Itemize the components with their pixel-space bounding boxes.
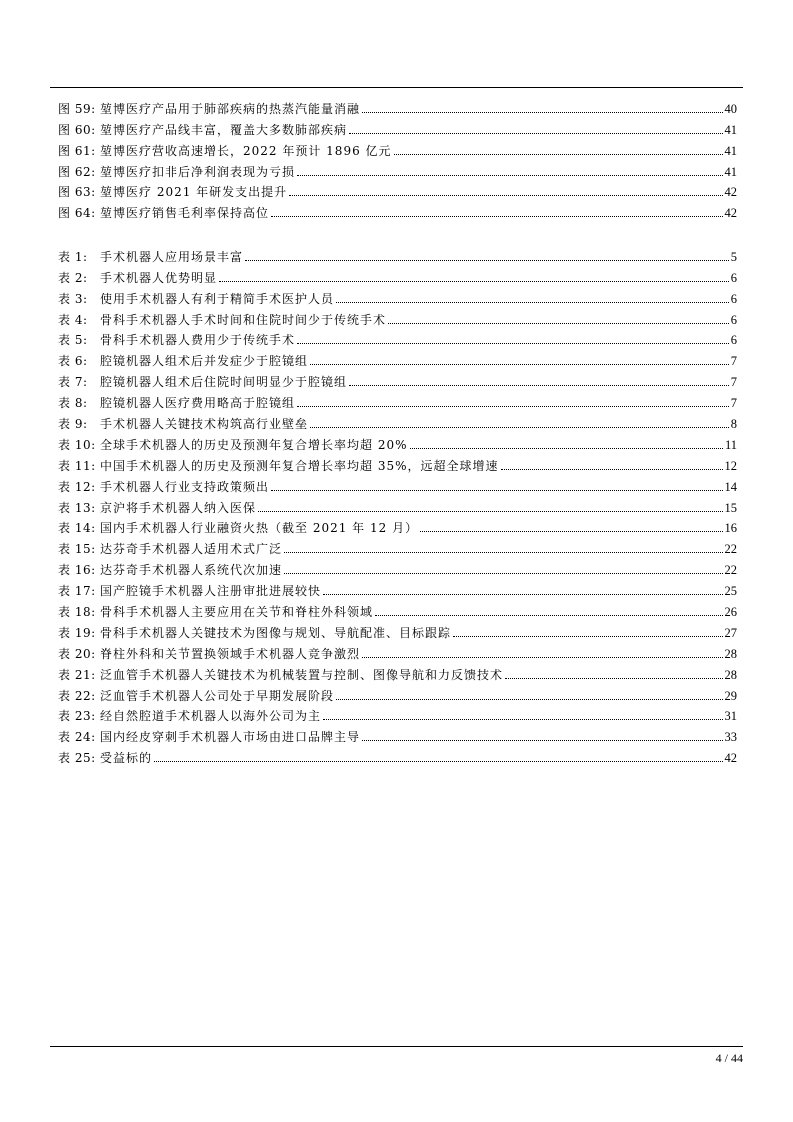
dot-leader bbox=[362, 112, 722, 113]
table-list-item[interactable] bbox=[58, 535, 737, 556]
dot-leader bbox=[297, 343, 729, 344]
figure-list-item[interactable] bbox=[58, 158, 737, 179]
toc-entry-page: 16 bbox=[724, 521, 737, 536]
toc-entry-number: 表 23: bbox=[58, 709, 96, 724]
dot-leader bbox=[505, 678, 722, 679]
toc-entry-title: 国内手术机器人行业融资火热（截至 2021 年 12 月） bbox=[100, 521, 419, 536]
dot-leader bbox=[284, 573, 722, 574]
table-list-item[interactable] bbox=[58, 264, 737, 285]
toc-entry-title: 堃博医疗产品用于肺部疾病的热蒸汽能量消融 bbox=[100, 101, 361, 116]
toc-entry-number: 图 61: bbox=[58, 143, 96, 158]
toc-entry-page: 29 bbox=[724, 688, 737, 703]
dot-leader bbox=[501, 469, 723, 470]
toc-entry-title: 腔镜机器人组术后并发症少于腔镜组 bbox=[100, 354, 309, 369]
dot-leader bbox=[271, 490, 722, 491]
table-list-item[interactable] bbox=[58, 661, 737, 682]
table-list-item[interactable] bbox=[58, 473, 737, 494]
dot-leader bbox=[336, 699, 722, 700]
table-list-item[interactable] bbox=[58, 619, 737, 640]
table-list-item[interactable] bbox=[58, 703, 737, 724]
toc-entry-title: 经自然腔道手术机器人以海外公司为主 bbox=[100, 709, 322, 724]
toc-entry-page: 7 bbox=[730, 354, 737, 369]
figure-list-item[interactable] bbox=[58, 179, 737, 200]
toc-entry-title: 国内经皮穿刺手术机器人市场由进口品牌主导 bbox=[100, 730, 361, 745]
toc-entry-page: 15 bbox=[724, 500, 737, 515]
toc-entry-number: 表 8: bbox=[58, 396, 88, 411]
toc-entry-page: 26 bbox=[724, 605, 737, 620]
toc-entry-number: 表 11: bbox=[58, 458, 96, 473]
toc-entry-page: 27 bbox=[724, 625, 737, 640]
toc-entry-page: 42 bbox=[724, 751, 737, 766]
dot-leader bbox=[289, 195, 722, 196]
toc-entry-page: 41 bbox=[724, 143, 737, 158]
toc-entry-number: 图 60: bbox=[58, 122, 96, 137]
table-list-item[interactable] bbox=[58, 744, 737, 765]
toc-entry-title: 手术机器人行业支持政策频出 bbox=[100, 479, 270, 494]
toc-entry-page: 31 bbox=[724, 709, 737, 724]
dot-leader bbox=[336, 302, 729, 303]
toc-entry-page: 8 bbox=[730, 417, 737, 432]
table-list-item[interactable] bbox=[58, 452, 737, 473]
table-list-item[interactable] bbox=[58, 389, 737, 410]
table-list-item[interactable] bbox=[58, 515, 737, 536]
table-list-item[interactable] bbox=[58, 347, 737, 368]
dot-leader bbox=[297, 175, 722, 176]
figure-list bbox=[58, 95, 737, 220]
toc-entry-number: 表 22: bbox=[58, 688, 96, 703]
toc-entry-number: 表 16: bbox=[58, 563, 96, 578]
toc-entry-number: 表 4: bbox=[58, 312, 88, 327]
toc-entry-title: 腔镜机器人组术后住院时间明显少于腔镜组 bbox=[100, 375, 348, 390]
dot-leader bbox=[362, 657, 722, 658]
table-list-item[interactable] bbox=[58, 640, 737, 661]
toc-entry-title: 京沪将手术机器人纳入医保 bbox=[100, 500, 257, 515]
toc-entry-title: 堃博医疗产品线丰富，覆盖大多数肺部疾病 bbox=[100, 122, 348, 137]
dot-leader bbox=[297, 406, 729, 407]
toc-entry-page: 28 bbox=[724, 646, 737, 661]
dot-leader bbox=[310, 427, 729, 428]
table-list-item[interactable] bbox=[58, 723, 737, 744]
table-list-item[interactable] bbox=[58, 327, 737, 348]
dot-leader bbox=[394, 154, 723, 155]
toc-entry-title: 达芬奇手术机器人适用术式广泛 bbox=[100, 542, 283, 557]
toc-entry-title: 受益标的 bbox=[100, 751, 153, 766]
toc-entry-title: 手术机器人关键技术构筑高行业壁垒 bbox=[100, 417, 309, 432]
toc-entry-title: 腔镜机器人医疗费用略高于腔镜组 bbox=[100, 396, 296, 411]
toc-entry-number: 表 1: bbox=[58, 249, 88, 264]
dot-leader bbox=[271, 216, 722, 217]
figure-list-item[interactable] bbox=[58, 95, 737, 116]
toc-entry-title: 中国手术机器人的历史及预测年复合增长率均超 35%，远超全球增速 bbox=[100, 458, 499, 473]
footer-rule bbox=[50, 1046, 743, 1047]
figure-list-item[interactable] bbox=[58, 116, 737, 137]
dot-leader bbox=[362, 740, 722, 741]
dot-leader bbox=[349, 385, 729, 386]
toc-entry-page: 28 bbox=[724, 667, 737, 682]
dot-leader bbox=[349, 133, 722, 134]
toc-entry-page: 22 bbox=[724, 542, 737, 557]
toc-entry-page: 22 bbox=[724, 563, 737, 578]
toc-entry-title: 堃博医疗扣非后净利润表现为亏损 bbox=[100, 164, 296, 179]
toc-entry-number: 表 3: bbox=[58, 291, 88, 306]
toc-entry-number: 表 2: bbox=[58, 270, 88, 285]
dot-leader bbox=[154, 761, 722, 762]
toc-entry-page: 11 bbox=[724, 437, 737, 452]
toc-entry-number: 表 25: bbox=[58, 751, 96, 766]
table-list-item[interactable] bbox=[58, 598, 737, 619]
toc-entry-number: 图 64: bbox=[58, 206, 96, 221]
dot-leader bbox=[323, 719, 722, 720]
table-list-item[interactable] bbox=[58, 577, 737, 598]
toc-entry-page: 5 bbox=[730, 249, 737, 264]
toc-entry-page: 42 bbox=[724, 185, 737, 200]
dot-leader bbox=[453, 636, 722, 637]
table-list bbox=[58, 243, 737, 765]
toc-entry-title: 堃博医疗 2021 年研发支出提升 bbox=[100, 185, 288, 200]
toc-entry-title: 堃博医疗营收高速增长，2022 年预计 1896 亿元 bbox=[100, 143, 392, 158]
toc-entry-page: 12 bbox=[724, 458, 737, 473]
toc-entry-title: 手术机器人应用场景丰富 bbox=[100, 249, 244, 264]
toc-entry-title: 脊柱外科和关节置换领域手术机器人竞争激烈 bbox=[100, 646, 361, 661]
dot-leader bbox=[323, 594, 722, 595]
toc-entry-title: 达芬奇手术机器人系统代次加速 bbox=[100, 563, 283, 578]
toc-entry-page: 33 bbox=[724, 730, 737, 745]
toc-entry-number: 表 20: bbox=[58, 646, 96, 661]
toc-entry-number: 表 14: bbox=[58, 521, 96, 536]
toc-entry-title: 骨科手术机器人主要应用在关节和脊柱外科领域 bbox=[100, 605, 374, 620]
dot-leader bbox=[375, 615, 722, 616]
table-list-item[interactable] bbox=[58, 243, 737, 264]
toc-entry-page: 14 bbox=[724, 479, 737, 494]
toc-entry-number: 表 18: bbox=[58, 605, 96, 620]
toc-entry-title: 全球手术机器人的历史及预测年复合增长率均超 20% bbox=[100, 437, 408, 452]
toc-entry-number: 表 19: bbox=[58, 625, 96, 640]
toc-entry-title: 骨科手术机器人手术时间和住院时间少于传统手术 bbox=[100, 312, 387, 327]
toc-entry-number: 图 62: bbox=[58, 164, 96, 179]
toc-entry-title: 使用手术机器人有利于精简手术医护人员 bbox=[100, 291, 335, 306]
toc-entry-page: 6 bbox=[730, 312, 737, 327]
toc-entry-page: 7 bbox=[730, 375, 737, 390]
figure-list-item[interactable] bbox=[58, 199, 737, 220]
dot-leader bbox=[388, 323, 729, 324]
table-list-item[interactable] bbox=[58, 285, 737, 306]
toc-entry-page: 6 bbox=[730, 333, 737, 348]
toc-entry-title: 手术机器人优势明显 bbox=[100, 270, 218, 285]
dot-leader bbox=[410, 448, 723, 449]
toc-entry-number: 表 6: bbox=[58, 354, 88, 369]
table-list-item[interactable] bbox=[58, 431, 737, 452]
dot-leader bbox=[219, 281, 729, 282]
toc-entry-title: 骨科手术机器人关键技术为图像与规划、导航配准、目标跟踪 bbox=[100, 625, 452, 640]
table-list-item[interactable] bbox=[58, 368, 737, 389]
table-list-item[interactable] bbox=[58, 682, 737, 703]
toc-entry-number: 表 7: bbox=[58, 375, 88, 390]
toc-entry-page: 6 bbox=[730, 270, 737, 285]
toc-entry-number: 表 21: bbox=[58, 667, 96, 682]
toc-entry-title: 骨科手术机器人费用少于传统手术 bbox=[100, 333, 296, 348]
toc-entry-page: 7 bbox=[730, 396, 737, 411]
toc-entry-number: 表 5: bbox=[58, 333, 88, 348]
dot-leader bbox=[310, 364, 729, 365]
toc-entry-title: 堃博医疗销售毛利率保持高位 bbox=[100, 206, 270, 221]
toc-entry-number: 表 9: bbox=[58, 417, 88, 432]
toc-entry-number: 表 12: bbox=[58, 479, 96, 494]
toc-entry-title: 国产腔镜手术机器人注册审批进展较快 bbox=[100, 584, 322, 599]
toc-entry-number: 表 17: bbox=[58, 584, 96, 599]
dot-leader bbox=[245, 260, 729, 261]
figure-list-item[interactable] bbox=[58, 137, 737, 158]
toc-entry-page: 41 bbox=[724, 122, 737, 137]
dot-leader bbox=[420, 531, 722, 532]
toc-entry-number: 图 63: bbox=[58, 185, 96, 200]
toc-entry-page: 42 bbox=[724, 206, 737, 221]
table-list-item[interactable] bbox=[58, 410, 737, 431]
toc-entry-number: 图 59: bbox=[58, 101, 96, 116]
page-number: 4 / 44 bbox=[715, 1051, 743, 1065]
toc-entry-page: 41 bbox=[724, 164, 737, 179]
dot-leader bbox=[284, 552, 722, 553]
toc-entry-title: 泛血管手术机器人公司处于早期发展阶段 bbox=[100, 688, 335, 703]
table-list-item[interactable] bbox=[58, 556, 737, 577]
header-rule bbox=[50, 87, 743, 88]
toc-entry-number: 表 13: bbox=[58, 500, 96, 515]
table-list-item[interactable] bbox=[58, 494, 737, 515]
toc-entry-title: 泛血管手术机器人关键技术为机械装置与控制、图像导航和力反馈技术 bbox=[100, 667, 504, 682]
toc-entry-number: 表 15: bbox=[58, 542, 96, 557]
toc-entry-page: 40 bbox=[724, 101, 737, 116]
toc-entry-number: 表 24: bbox=[58, 730, 96, 745]
toc-entry-page: 25 bbox=[724, 584, 737, 599]
table-list-item[interactable] bbox=[58, 306, 737, 327]
dot-leader bbox=[258, 511, 722, 512]
toc-entry-number: 表 10: bbox=[58, 437, 96, 452]
toc-entry-page: 6 bbox=[730, 291, 737, 306]
